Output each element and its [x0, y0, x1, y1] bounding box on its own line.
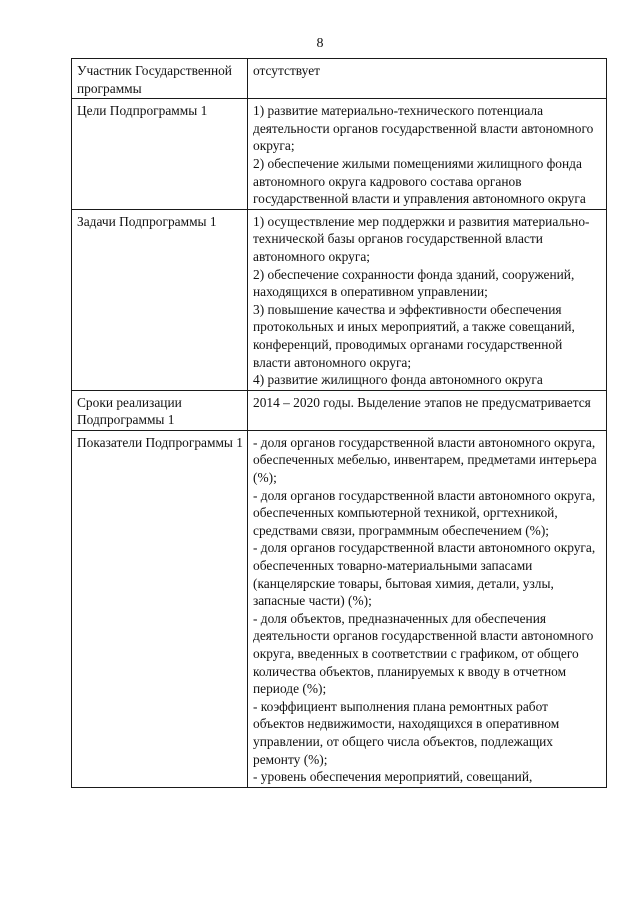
value-line: - уровень обеспечения мероприятий, совещаний,: [253, 769, 533, 785]
value-line: 1) развитие материально-технического потенциала деятельности органов государственной власти автономного округа;: [253, 103, 594, 154]
value-line: 3) повышение качества и эффективности обеспечения протокольных и иных мероприятий, а также совещаний, конференций, проводимых органами государственной власти автономного округа;: [253, 301, 575, 370]
value-line: 2014 – 2020 годы. Выделение этапов не предусматривается: [253, 394, 591, 410]
row-label: Показатели Подпрограммы 1: [72, 430, 248, 787]
row-label: Цели Подпрограммы 1: [72, 99, 248, 210]
table-row: [72, 59, 607, 99]
table-row: [72, 390, 607, 430]
row-value: [248, 430, 607, 787]
row-label: Участник Государственной программы: [72, 59, 248, 99]
value-line: 2) обеспечение сохранности фонда зданий, сооружений, находящихся в оперативном управлении;: [253, 266, 575, 300]
value-line: 1) осуществление мер поддержки и развития материально-технической базы органов государственной власти автономного округа;: [253, 213, 590, 264]
row-value: [248, 59, 607, 99]
value-line: - доля органов государственной власти автономного округа, обеспеченных компьютерной техникой, оргтехникой, средствами связи, программным обеспечением (%);: [253, 487, 596, 538]
table-row: [72, 209, 607, 390]
row-value: [248, 209, 607, 390]
row-label: Сроки реализации Подпрограммы 1: [72, 390, 248, 430]
value-line: отсутствует: [253, 63, 320, 78]
program-passport-table: [71, 58, 607, 788]
value-line: 4) развитие жилищного фонда автономного округа: [253, 372, 543, 388]
table-row: [72, 430, 607, 787]
row-value: [248, 390, 607, 430]
value-line: - доля органов государственной власти автономного округа, обеспеченных мебелью, инвентарем, предметами интерьера (%);: [253, 434, 597, 486]
row-value: [248, 99, 607, 210]
value-line: - доля объектов, предназначенных для обеспечения деятельности органов государственной власти автономного округа, введенных в соответствии с графиком, от общего количества объектов, планируемых к вводу в отчетном периоде (%);: [253, 610, 594, 697]
value-line: - коэффициент выполнения плана ремонтных работ объектов недвижимости, находящихся в оперативном управлении, от общего числа объектов, подлежащих ремонту (%);: [253, 698, 560, 767]
row-label: Задачи Подпрограммы 1: [72, 209, 248, 390]
value-line: 2) обеспечение жилыми помещениями жилищного фонда автономного округа кадрового состава органов государственной власти и управления автономного округа: [253, 155, 586, 207]
page-number: 8: [316, 36, 324, 51]
value-line: - доля органов государственной власти автономного округа, обеспеченных товарно-материальными запасами (канцелярские товары, бытовая химия, детали, узлы, запасные части) (%);: [253, 540, 596, 609]
table-row: [72, 99, 607, 210]
